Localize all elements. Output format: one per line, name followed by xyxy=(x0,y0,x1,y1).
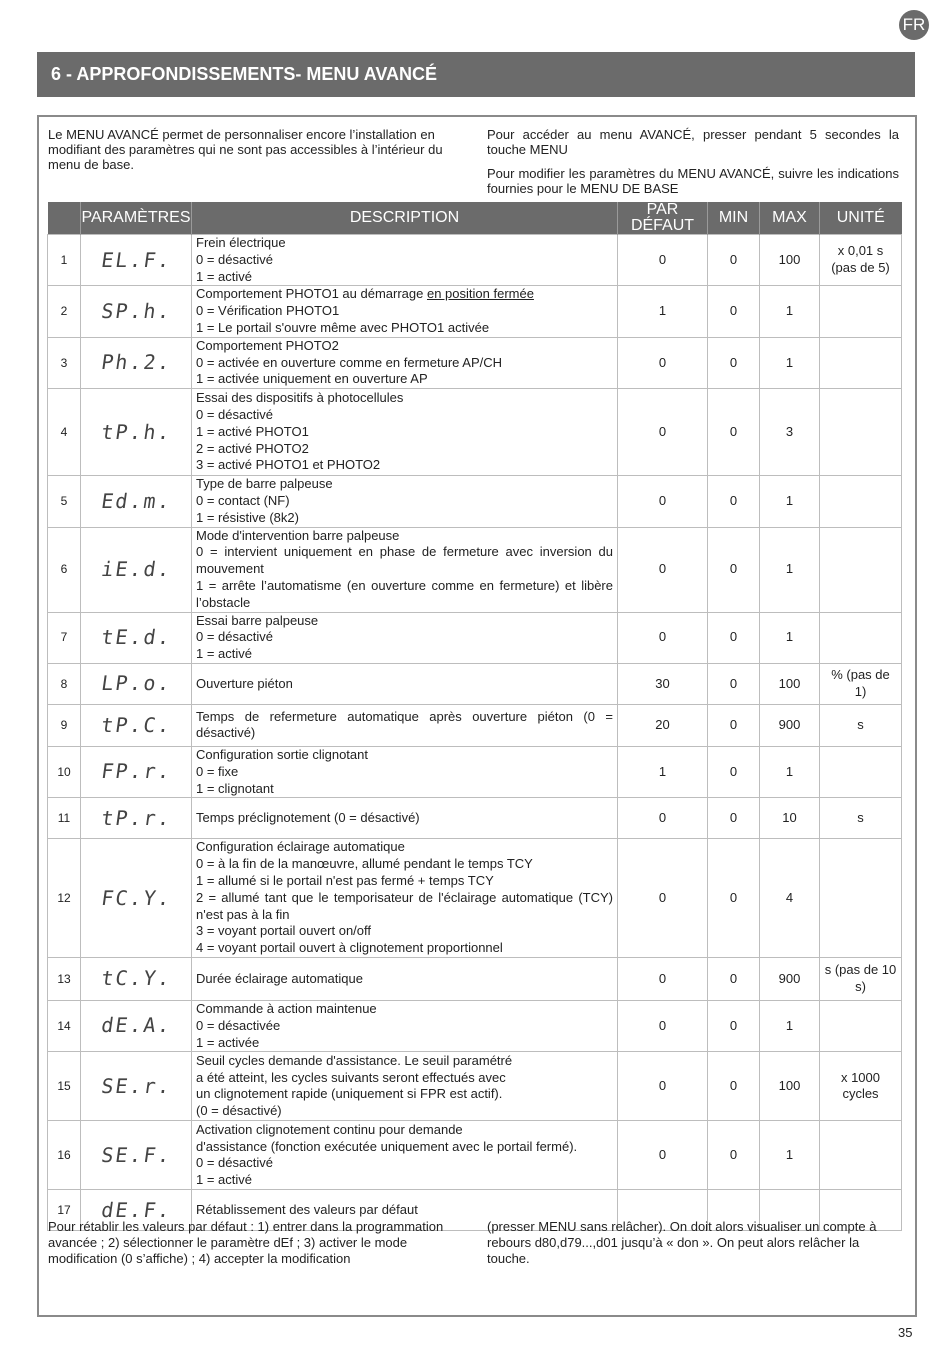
description-line: 0 = intervient uniquement en phase de fermeture avec inversion du mouvement xyxy=(196,544,613,577)
table-row xyxy=(48,612,902,663)
section-header xyxy=(37,52,915,97)
unit-value xyxy=(820,839,902,958)
unit-value xyxy=(820,389,902,476)
table-row xyxy=(48,235,902,286)
description-line: 0 = désactivé xyxy=(196,406,273,422)
param-code: SE.r. xyxy=(76,1052,197,1121)
param-description xyxy=(192,957,618,1000)
description-line: Ouverture piéton xyxy=(196,675,293,691)
row-number: 4 xyxy=(48,389,81,476)
header-num xyxy=(48,202,81,235)
param-code: FC.Y. xyxy=(72,839,200,958)
description-line: Durée éclairage automatique xyxy=(196,970,363,986)
param-description xyxy=(192,839,618,958)
description-line: Configuration éclairage automatique xyxy=(196,839,405,855)
intro-right xyxy=(487,127,899,205)
default-value: 0 xyxy=(618,957,708,1000)
min-value: 0 xyxy=(708,235,760,286)
description-line: 0 = désactivée xyxy=(196,1017,281,1033)
header-default: PAR DÉFAUT xyxy=(618,202,708,235)
table-row xyxy=(48,663,902,704)
description-line: 1 = Le portail s'ouvre même avec PHOTO1 activée xyxy=(196,319,490,335)
unit-value: s (pas de 10 s) xyxy=(820,957,902,1000)
description-line: Essai barre palpeuse xyxy=(196,612,319,628)
min-value: 0 xyxy=(708,1121,760,1190)
footer-left: Pour rétablir les valeurs par défaut : 1) entrer dans la programmation avancée ; 2) sélectionner le paramètre dEf ; 3) activer le mode modification (0 s’affiche) ; 4) accepter la modification xyxy=(48,1219,444,1266)
default-value: 0 xyxy=(618,1052,708,1121)
row-number: 17 xyxy=(48,1190,81,1231)
min-value: 0 xyxy=(708,798,760,839)
table-row xyxy=(48,286,902,337)
row-number: 2 xyxy=(48,286,81,337)
param-code: tE.d. xyxy=(77,612,195,663)
description-line: 1 = activé xyxy=(196,1172,253,1188)
default-value: 0 xyxy=(618,389,708,476)
description-line: (0 = désactivé) xyxy=(196,1103,282,1119)
description-line: 2 = allumé tant que le temporisateur de l'éclairage automatique (TCY) n'est pas à la fin xyxy=(196,889,613,922)
description-line: 1 = activé xyxy=(196,268,253,284)
max-value: 10 xyxy=(760,798,820,839)
description-line: Activation clignotement continu pour demande xyxy=(196,1121,463,1137)
parameters-table xyxy=(47,202,902,1231)
param-code: SP.h. xyxy=(77,286,195,337)
description-line: d'assistance (fonction exécutée uniquement avec le portail fermé). xyxy=(196,1138,578,1154)
description-line: Temps de refermeture automatique après ouverture piéton (0 = désactivé) xyxy=(196,708,613,741)
param-description xyxy=(192,389,618,476)
max-value: 1 xyxy=(760,337,820,388)
param-code: tP.h. xyxy=(74,389,197,476)
page-number: 35 xyxy=(898,1325,913,1340)
row-number: 6 xyxy=(48,527,81,612)
section-title: 6 - APPROFONDISSEMENTS- MENU AVANCÉ xyxy=(51,64,438,84)
description-line: 1 = activé PHOTO1 xyxy=(196,423,309,439)
description-line: un clignotement rapide (uniquement si FPR est actif). xyxy=(196,1086,503,1102)
header-min: MIN xyxy=(708,202,760,235)
intro-access-text: Pour accéder au menu AVANCÉ, presser pendant 5 secondes la touche MENU xyxy=(487,127,899,157)
param-description xyxy=(192,1052,618,1121)
min-value: 0 xyxy=(708,663,760,704)
default-value: 0 xyxy=(618,1121,708,1190)
param-description xyxy=(192,612,618,663)
unit-value xyxy=(820,286,902,337)
description-line: 1 = résistive (8k2) xyxy=(196,509,299,525)
unit-value xyxy=(820,476,902,527)
unit-value: s xyxy=(820,704,902,746)
footer-right: (presser MENU sans relâcher). On doit alors visualiser un compte à rebours d80,d79...,d01 jusqu’à « don ». On peut alors relâcher la touche. xyxy=(487,1219,877,1266)
description-line: 0 = contact (NF) xyxy=(196,492,290,508)
max-value: 3 xyxy=(760,389,820,476)
min-value: 0 xyxy=(708,612,760,663)
row-number: 14 xyxy=(48,1000,81,1051)
param-code: dE.F. xyxy=(78,1190,195,1231)
param-code: iE.d. xyxy=(75,527,198,612)
description-line: 2 = activé PHOTO2 xyxy=(196,440,309,456)
description-line: 1 = allumé si le portail n'est pas fermé + temps TCY xyxy=(196,872,494,888)
row-number: 13 xyxy=(48,957,81,1000)
description-line: Temps préclignotement (0 = désactivé) xyxy=(196,809,420,825)
max-value: 100 xyxy=(760,663,820,704)
language-badge: FR xyxy=(899,10,929,40)
default-value: 1 xyxy=(618,746,708,797)
table-row xyxy=(48,1052,902,1121)
header-description: DESCRIPTION xyxy=(192,202,618,235)
default-value: 0 xyxy=(618,337,708,388)
description-line: 4 = voyant portail ouvert à clignotement proportionnel xyxy=(196,940,503,956)
unit-value: x 0,01 s (pas de 5) xyxy=(820,235,902,286)
description-line: 3 = voyant portail ouvert on/off xyxy=(196,923,372,939)
max-value: 900 xyxy=(760,957,820,1000)
description-line: 0 = Vérification PHOTO1 xyxy=(196,303,340,319)
description-emphasis: en position fermée xyxy=(426,286,534,302)
unit-value: x 1000 cycles xyxy=(820,1052,902,1121)
header-unit: UNITÉ xyxy=(820,202,902,235)
table-row xyxy=(48,839,902,958)
default-value: 0 xyxy=(618,527,708,612)
param-description xyxy=(192,798,618,839)
description-line: Commande à action maintenue xyxy=(196,1000,377,1016)
param-code: Ph.2. xyxy=(77,337,195,388)
table-row xyxy=(48,957,902,1000)
description-line: 0 = à la fin de la manœuvre, allumé pendant le temps TCY xyxy=(196,856,533,872)
min-value: 0 xyxy=(708,704,760,746)
row-number: 1 xyxy=(48,235,81,286)
description-line: 0 = désactivé xyxy=(196,251,273,267)
param-code: LP.o. xyxy=(78,663,195,704)
default-value: 0 xyxy=(618,235,708,286)
description-line: Rétablissement des valeurs par défaut xyxy=(196,1201,418,1217)
table-row xyxy=(48,746,902,797)
row-number: 5 xyxy=(48,476,81,527)
max-value: 1 xyxy=(760,612,820,663)
param-description xyxy=(192,1121,618,1190)
row-number: 15 xyxy=(48,1052,81,1121)
description-line: 0 = désactivé xyxy=(196,629,273,645)
max-value: 1 xyxy=(760,1000,820,1051)
table-row xyxy=(48,337,902,388)
row-number: 16 xyxy=(48,1121,81,1190)
max-value: 1 xyxy=(760,286,820,337)
header-max: MAX xyxy=(760,202,820,235)
max-value: 100 xyxy=(760,1052,820,1121)
description-line: a été atteint, les cycles suivants seront effectués avec xyxy=(196,1069,506,1085)
unit-value: % (pas de 1) xyxy=(820,663,902,704)
default-value: 0 xyxy=(618,1000,708,1051)
table-row xyxy=(48,527,902,612)
min-value: 0 xyxy=(708,957,760,1000)
table-row xyxy=(48,389,902,476)
unit-value xyxy=(820,337,902,388)
default-value: 1 xyxy=(618,286,708,337)
description-line: 1 = activée uniquement en ouverture AP xyxy=(196,371,428,387)
param-code: Ed.m. xyxy=(77,476,195,527)
description-line: Configuration sortie clignotant xyxy=(196,746,368,762)
description-line: 1 = clignotant xyxy=(196,780,274,796)
param-code: FP.r. xyxy=(77,746,195,797)
table-row xyxy=(48,1121,902,1190)
max-value: 1 xyxy=(760,476,820,527)
default-value: 0 xyxy=(618,839,708,958)
unit-value xyxy=(820,746,902,797)
intro-modify-text: Pour modifier les paramètres du MENU AVANCÉ, suivre les indications fournies pour le MENU DE BASE xyxy=(487,166,899,196)
description-line: 1 = activé xyxy=(196,646,253,662)
param-description xyxy=(192,337,618,388)
description-line: 1 = arrête l’automatisme (en ouverture comme en fermeture) et libère l’obstacle xyxy=(196,577,613,610)
row-number: 3 xyxy=(48,337,81,388)
description-line: 1 = activée xyxy=(196,1034,260,1050)
max-value: 1 xyxy=(760,527,820,612)
min-value: 0 xyxy=(708,1000,760,1051)
row-number: 7 xyxy=(48,612,81,663)
min-value: 0 xyxy=(708,286,760,337)
table-row xyxy=(48,476,902,527)
min-value: 0 xyxy=(708,337,760,388)
param-description xyxy=(192,527,618,612)
max-value: 100 xyxy=(760,235,820,286)
description-line: Seuil cycles demande d'assistance. Le seuil paramétré xyxy=(196,1052,513,1068)
min-value: 0 xyxy=(708,476,760,527)
default-value: 20 xyxy=(618,704,708,746)
min-value: 0 xyxy=(708,839,760,958)
description-line: Essai des dispositifs à photocellules xyxy=(196,390,404,406)
min-value: 0 xyxy=(708,1052,760,1121)
unit-value xyxy=(820,1000,902,1051)
unit-value xyxy=(820,612,902,663)
header-params: PARAMÈTRES xyxy=(81,202,192,235)
param-description xyxy=(192,663,618,704)
table-row xyxy=(48,704,902,746)
table-row xyxy=(48,1000,902,1051)
param-description xyxy=(192,476,618,527)
default-value: 0 xyxy=(618,612,708,663)
description-line: 3 = activé PHOTO1 et PHOTO2 xyxy=(196,457,381,473)
max-value: 1 xyxy=(760,746,820,797)
param-code: EL.F. xyxy=(77,235,195,286)
row-number: 10 xyxy=(48,746,81,797)
row-number: 8 xyxy=(48,663,81,704)
description-line: 0 = fixe xyxy=(196,763,239,779)
param-code: dE.A. xyxy=(77,1000,195,1051)
min-value: 0 xyxy=(708,527,760,612)
max-value: 1 xyxy=(760,1121,820,1190)
param-code: tP.C. xyxy=(78,704,195,746)
row-number: 9 xyxy=(48,704,81,746)
intro-left: Le MENU AVANCÉ permet de personnaliser encore l’installation en modifiant des paramètres qui ne sont pas accessibles à l’intérieur du menu de base. xyxy=(48,127,443,172)
table-header-row xyxy=(48,202,902,235)
max-value: 900 xyxy=(760,704,820,746)
description-line: Comportement PHOTO2 xyxy=(196,337,339,353)
unit-value: s xyxy=(820,798,902,839)
param-description xyxy=(192,286,618,337)
description-line: Mode d'intervention barre palpeuse xyxy=(196,527,400,543)
table-row xyxy=(48,798,902,839)
description-line: Type de barre palpeuse xyxy=(196,476,333,492)
min-value: 0 xyxy=(708,746,760,797)
row-number: 12 xyxy=(48,839,81,958)
default-value: 0 xyxy=(618,798,708,839)
unit-value xyxy=(820,1121,902,1190)
param-description xyxy=(192,746,618,797)
description-line: Comportement PHOTO1 au démarrage xyxy=(196,286,427,302)
param-code: tC.Y. xyxy=(77,957,194,1000)
min-value: 0 xyxy=(708,389,760,476)
default-value: 0 xyxy=(618,476,708,527)
default-value: 30 xyxy=(618,663,708,704)
param-description xyxy=(192,1000,618,1051)
description-line: Frein électrique xyxy=(196,235,286,250)
row-number: 11 xyxy=(48,798,81,839)
max-value: 4 xyxy=(760,839,820,958)
description-line: 0 = désactivé xyxy=(196,1155,273,1171)
param-code: SE.F. xyxy=(76,1121,197,1190)
param-code: tP.r. xyxy=(78,798,195,839)
unit-value xyxy=(820,527,902,612)
param-description xyxy=(192,704,618,746)
param-description xyxy=(192,235,618,286)
description-line: 0 = activée en ouverture comme en fermeture AP/CH xyxy=(196,354,503,370)
